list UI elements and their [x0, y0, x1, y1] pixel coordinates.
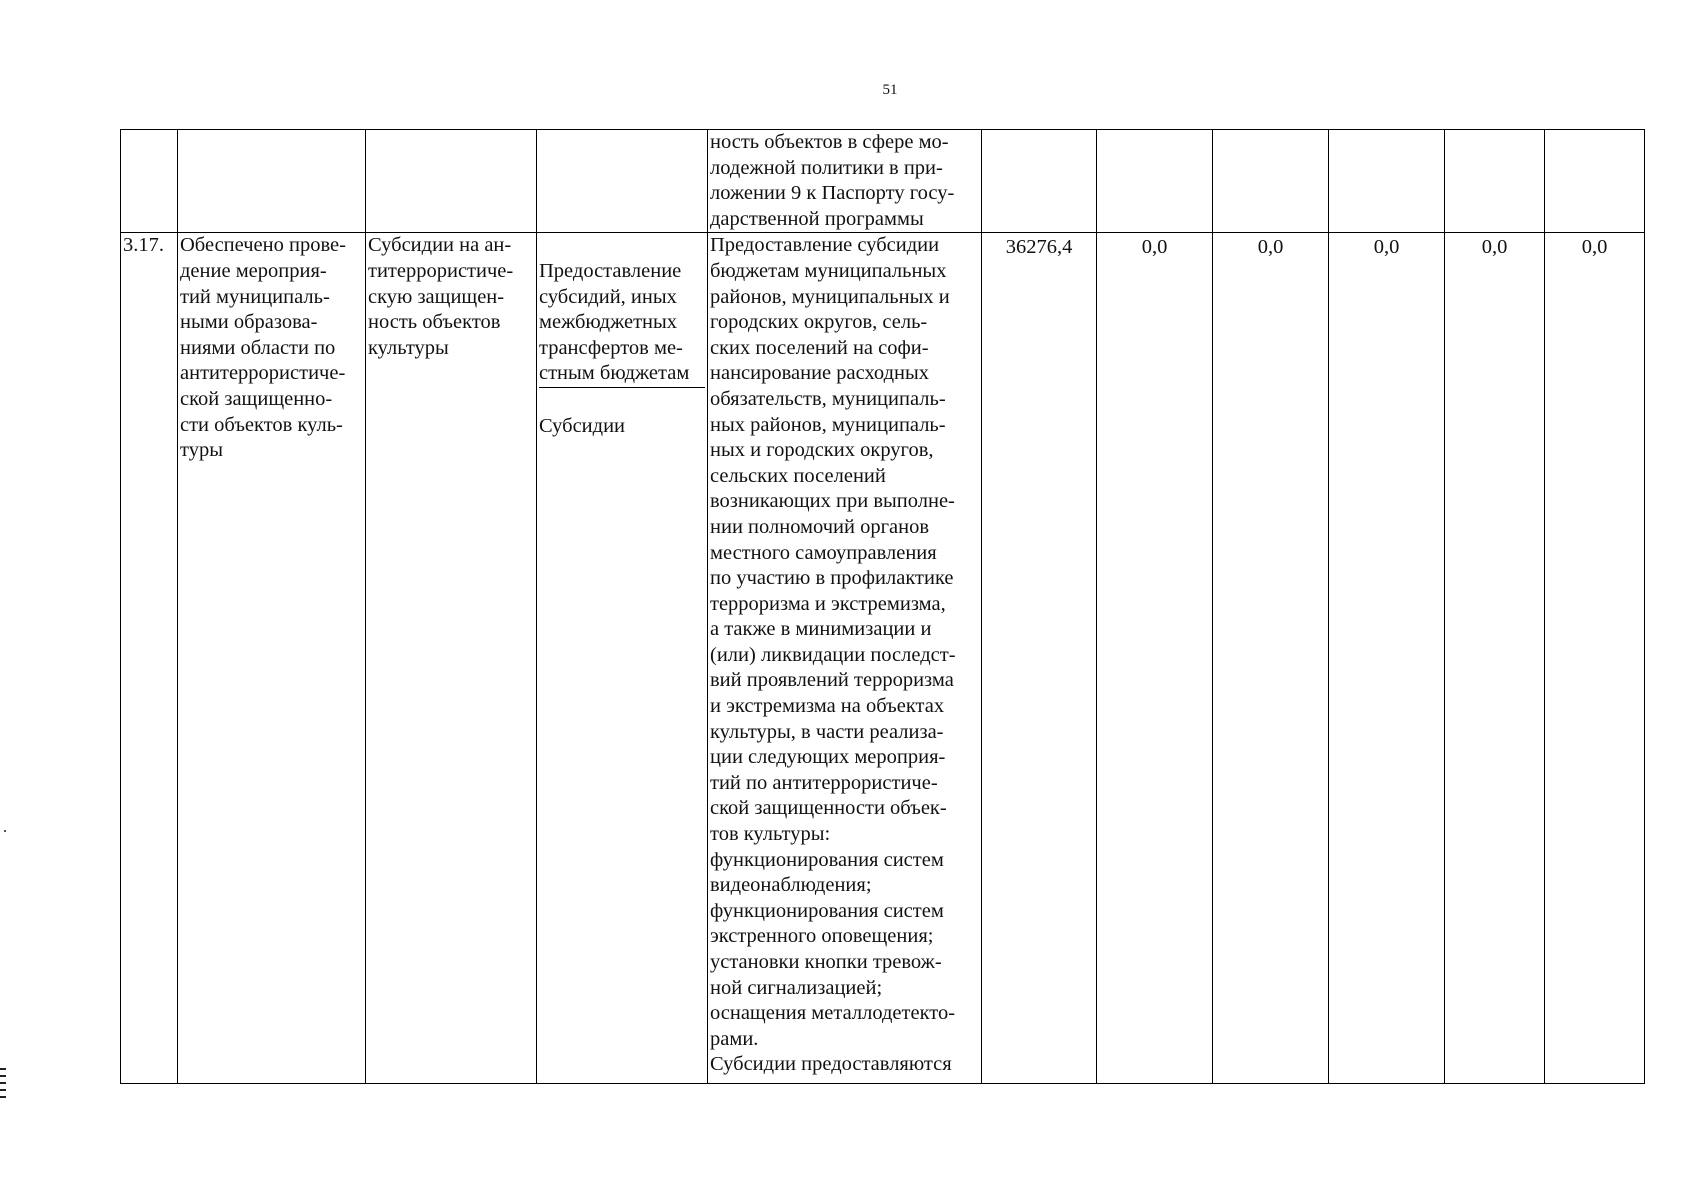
type-transfer-label: Предоставление субсидий, иных межбюджетных трансфертов ме- стным бюджетам: [539, 259, 705, 388]
cell-description: ность объектов в сфере мо- лодежной политики в при- ложении 9 к Паспорту госу- дарственной программы: [708, 130, 982, 233]
scan-speck: [4, 830, 6, 832]
cell-result: Обеспечено прове- дение мероприя- тий муниципаль- ными образова- ниями области по антитеррористиче- ской защищенно- сти объектов куль- туры: [178, 233, 366, 1084]
cell-value-3: 0,0: [1213, 233, 1329, 1084]
cell-value: [982, 130, 1097, 233]
cell-value: [1329, 130, 1445, 233]
type-subsidy-label: Субсидии: [539, 414, 626, 437]
cell-type: [537, 130, 708, 233]
cell-result: [178, 130, 366, 233]
cell-value-4: 0,0: [1329, 233, 1445, 1084]
cell-value-2: 0,0: [1097, 233, 1213, 1084]
cell-value-1: 36276,4: [982, 233, 1097, 1084]
cell-name: [366, 130, 537, 233]
page-number: 51: [882, 82, 898, 98]
binding-marks: [0, 1068, 6, 1104]
program-table: [120, 129, 1645, 1084]
cell-type: [537, 233, 708, 1084]
cell-value: [1445, 130, 1545, 233]
table-row-3-17: [121, 233, 1645, 1084]
cell-number: 3.17.: [121, 233, 178, 1084]
cell-description: Предоставление субсидии бюджетам муниципальных районов, муниципальных и городских округов, сель- ских поселений на софи- нансирование расходных обязательств, муниципаль- ных районов, муниципаль- ных и городских округов, сельских поселений возникающих при выполне- нии полномочий органов местного самоуправления по участию в профилактике терроризма и экстремизма, а также в минимизации и (или) ликвидации последст- вий проявлений терроризма и экстремизма на объектах культуры, в части реализа- ции следующих мероприя- тий по антитеррористиче- ской защищенности объек- тов культуры: функционирования систем видеонаблюдения; функционирования систем экстренного оповещения; установки кнопки тревож- ной сигнализацией; оснащения металлодетекто- рами. Субсидии предоставляются: [708, 233, 982, 1084]
cell-value: [1545, 130, 1645, 233]
cell-value: [1213, 130, 1329, 233]
cell-value: [1097, 130, 1213, 233]
cell-number: [121, 130, 178, 233]
table-row-continuation: [121, 130, 1645, 233]
cell-value-6: 0,0: [1545, 233, 1645, 1084]
cell-value-5: 0,0: [1445, 233, 1545, 1084]
cell-name: Субсидии на ан- титеррористиче- скую защищен- ность объектов культуры: [366, 233, 537, 1084]
